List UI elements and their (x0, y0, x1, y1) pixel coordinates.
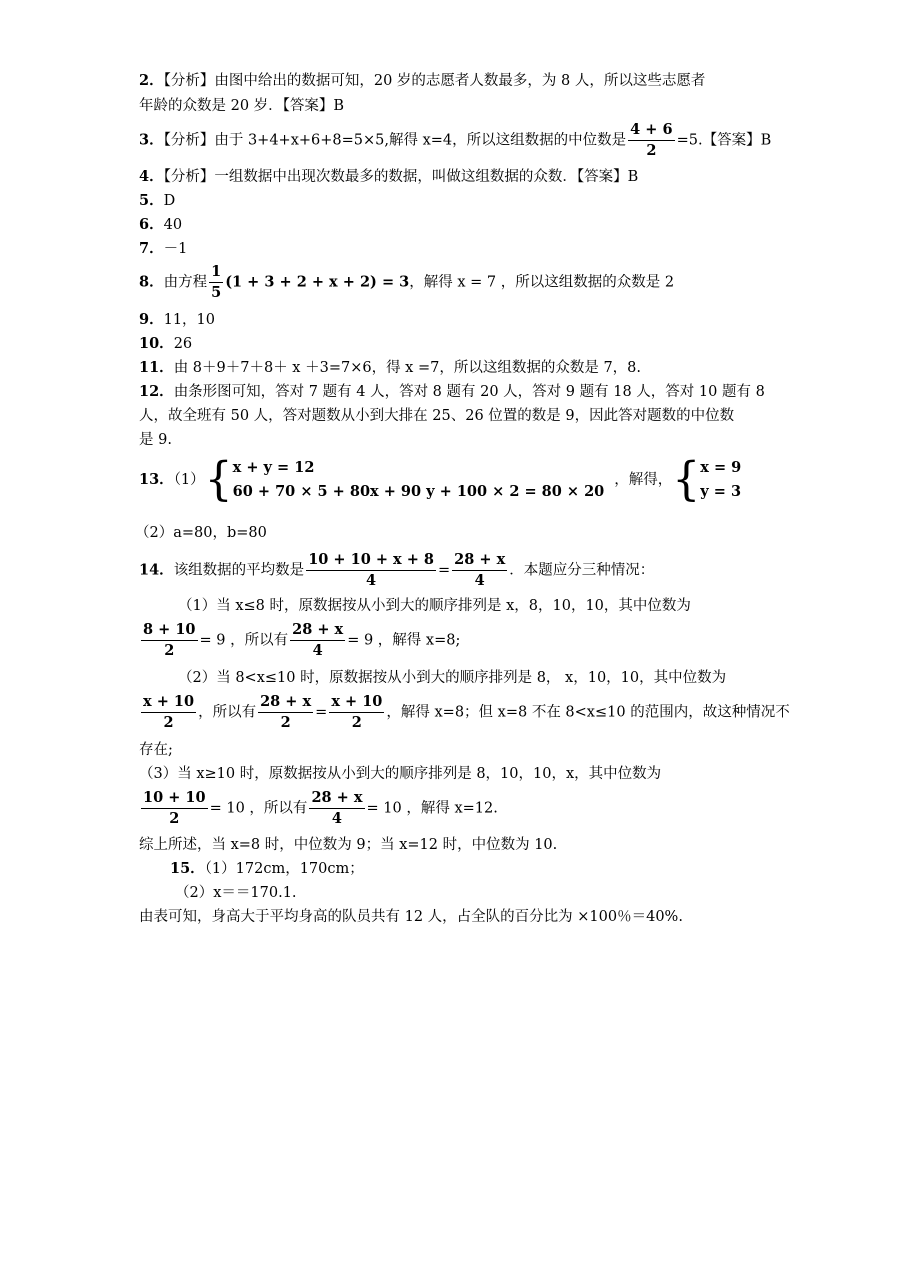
text: = 9 ，所以有 (199, 632, 289, 649)
q7-text: －1 (163, 241, 188, 257)
q3-denominator: 2 (646, 142, 657, 159)
q14-summary: 综上所述，当 x=8 时，中位数为 9；当 x=12 时，中位数为 10. (139, 837, 558, 853)
q13-solution2: y = 3 (700, 483, 742, 500)
q6-line (139, 215, 182, 235)
q13-equation-system (233, 456, 605, 504)
denominator: 2 (164, 642, 175, 659)
denominator: 4 (474, 572, 485, 589)
q13-solve-text: ，解得， (614, 472, 673, 488)
q12-line2: 人，故全班有 50 人，答对题数从小到大排在 25、26 位置的数是 9，因此答对题数的中位数 (139, 408, 735, 424)
fraction (141, 620, 198, 661)
q4-text: 【分析】一组数据中出现次数最多的数据，叫做这组数据的众数．【答案】B (163, 169, 639, 185)
q9-number: 9． (139, 311, 164, 328)
q9-text: 11，10 (163, 312, 215, 328)
denominator: 2 (169, 810, 180, 827)
q5-text: D (163, 193, 176, 209)
q13-solution1: x = 9 (700, 459, 742, 476)
fraction (141, 692, 196, 733)
denominator: 2 (280, 714, 291, 731)
q15-part2: （2）x＝＝170.1. (175, 885, 297, 901)
q8-result: ，解得 x = 7 ，所以这组数据的众数是 2 (409, 274, 675, 291)
q2-text: 【分析】由图中给出的数据可知，20 岁的志愿者人数最多，为 8 人，所以这些志愿者 (163, 73, 706, 89)
q10-line (139, 334, 192, 354)
q14-mean-fraction2 (452, 550, 507, 591)
q14-case1: （1）当 x≤8 时，原数据按从小到大的顺序排列是 x，8，10，10，其中位数为 (178, 598, 691, 614)
left-brace-icon: { (672, 452, 701, 507)
q11-text: 由 8＋9＋7＋8＋ x ＋3=7×6，得 x =7，所以这组数据的众数是 7，8. (173, 360, 642, 376)
q14-case3-eq (139, 788, 498, 829)
text: = 9 ，解得 x=8; (347, 632, 461, 649)
q5-line (139, 191, 175, 211)
denominator: 4 (312, 642, 323, 659)
numerator: 8 + 10 (141, 620, 198, 641)
q12-line1 (139, 382, 765, 402)
q7-number: 7． (139, 240, 164, 257)
q8-line (139, 262, 674, 303)
q15-part3: 由表可知，身高大于平均身高的队员共有 12 人，占全队的百分比为 ×100％＝40%. (139, 909, 683, 925)
denominator: 4 (366, 572, 377, 589)
q13-part1-label: （1） (173, 472, 205, 488)
q13-equation2: 60 + 70 × 5 + 80x + 90 y + 100 × 2 = 80 × 20 (232, 483, 605, 500)
q14-case3: （3）当 x≥10 时，原数据按从小到大的顺序排列是 8，10，10，x，其中位数为 (139, 766, 662, 782)
q15-number: 15． (170, 860, 205, 877)
text: = 10 ，解得 x=12. (366, 800, 498, 817)
q13-equation1: x + y = 12 (232, 459, 315, 476)
q14-case2-eq: $\frac{x + 10}{2}$ ，所以有 $\frac{28 + x}{2}$ = $\frac{x + 10}{2}$ ，解得 x=8；但 x=8 不在 8<x≤10 的范围内，故这种情况不 (143, 693, 790, 731)
q3-answer: =5.【答案】B (676, 132, 772, 149)
q3-fraction (628, 120, 674, 161)
numerator: 28 + x (258, 692, 313, 713)
q8-numerator: 1 (209, 262, 223, 283)
q12-text: 由条形图可知，答对 7 题有 4 人，答对 8 题有 20 人，答对 9 题有 18 人，答对 10 题有 8 (173, 384, 765, 400)
fraction (290, 620, 345, 661)
q12-number: 12． (139, 383, 174, 400)
q9-line (139, 310, 215, 330)
q10-number: 10． (139, 335, 174, 352)
numerator: 28 + x (290, 620, 345, 641)
numerator: 28 + x (309, 788, 364, 809)
fraction (141, 788, 208, 829)
q14-number: 14． (139, 561, 174, 579)
q8-denominator: 5 (211, 284, 222, 301)
q12-line3: 是 9. (139, 432, 172, 448)
text: ，所以有 (198, 704, 257, 721)
q6-text: 40 (163, 217, 183, 233)
q8-equation: (1 + 3 + 2 + x + 2) = 3 (225, 273, 410, 291)
q13-part2: （2）a=80，b=80 (135, 525, 267, 541)
q11-number: 11． (139, 359, 174, 376)
q15-line (170, 859, 364, 879)
q13-number: 13． (139, 471, 174, 488)
q3-number: 3． (139, 131, 164, 149)
q11-line (139, 358, 641, 378)
q14-case2-end: 存在; (139, 742, 173, 758)
denominator: 2 (163, 714, 174, 731)
numerator: 28 + x (452, 550, 507, 571)
q4-number: 4． (139, 168, 164, 185)
q3-line (139, 120, 771, 161)
numerator: x + 10 (329, 692, 384, 713)
q3-numerator: 4 + 6 (628, 120, 674, 141)
q14-cases-text: ．本题应分三种情况： (509, 562, 655, 579)
q14-case1-eq (139, 620, 460, 661)
q13-line (139, 452, 742, 507)
q8-number: 8． (139, 273, 164, 291)
q15-text: （1）172cm，170cm； (204, 861, 364, 877)
q14-mean-fraction (306, 550, 436, 591)
numerator: 10 + 10 + x + 8 (306, 550, 436, 571)
left-brace-icon: { (204, 452, 233, 507)
q10-text: 26 (173, 336, 193, 352)
denominator: 2 (351, 714, 362, 731)
q5-number: 5． (139, 192, 164, 209)
fraction (329, 692, 384, 733)
q8-fraction (209, 262, 223, 303)
fraction (258, 692, 313, 733)
fraction (309, 788, 364, 829)
q6-number: 6． (139, 216, 164, 233)
q14-text: 该组数据的平均数是 (173, 562, 305, 579)
q2-line2: 年龄的众数是 20 岁．【答案】B (139, 98, 345, 114)
numerator: x + 10 (141, 692, 196, 713)
text: = 10 ，所以有 (209, 800, 308, 817)
denominator: 4 (331, 810, 343, 827)
text: ，解得 x=8；但 x=8 不在 8<x≤10 的范围内，故这种情况不 (386, 704, 790, 721)
q8-text: 由方程 (163, 274, 208, 291)
q7-line (139, 239, 187, 259)
q2-number: 2． (139, 72, 164, 89)
numerator: 10 + 10 (141, 788, 208, 809)
q14-case2: （2）当 8<x≤10 时，原数据按从小到大的顺序排列是 8， x，10，10，其中位数为 (178, 670, 727, 686)
q14-line: 14．该组数据的平均数是 $\frac{10 + 10 + x + 8}{4}$ = $\frac{28 + x}{4}$ ．本题应分三种情况： (139, 551, 655, 589)
q13-solution-system (700, 456, 741, 504)
q3-text: 【分析】由于 3+4+x+6+8=5×5,解得 x=4，所以这组数据的中位数是 (163, 132, 627, 149)
q2-line1 (139, 71, 705, 91)
q4-line (139, 167, 638, 187)
